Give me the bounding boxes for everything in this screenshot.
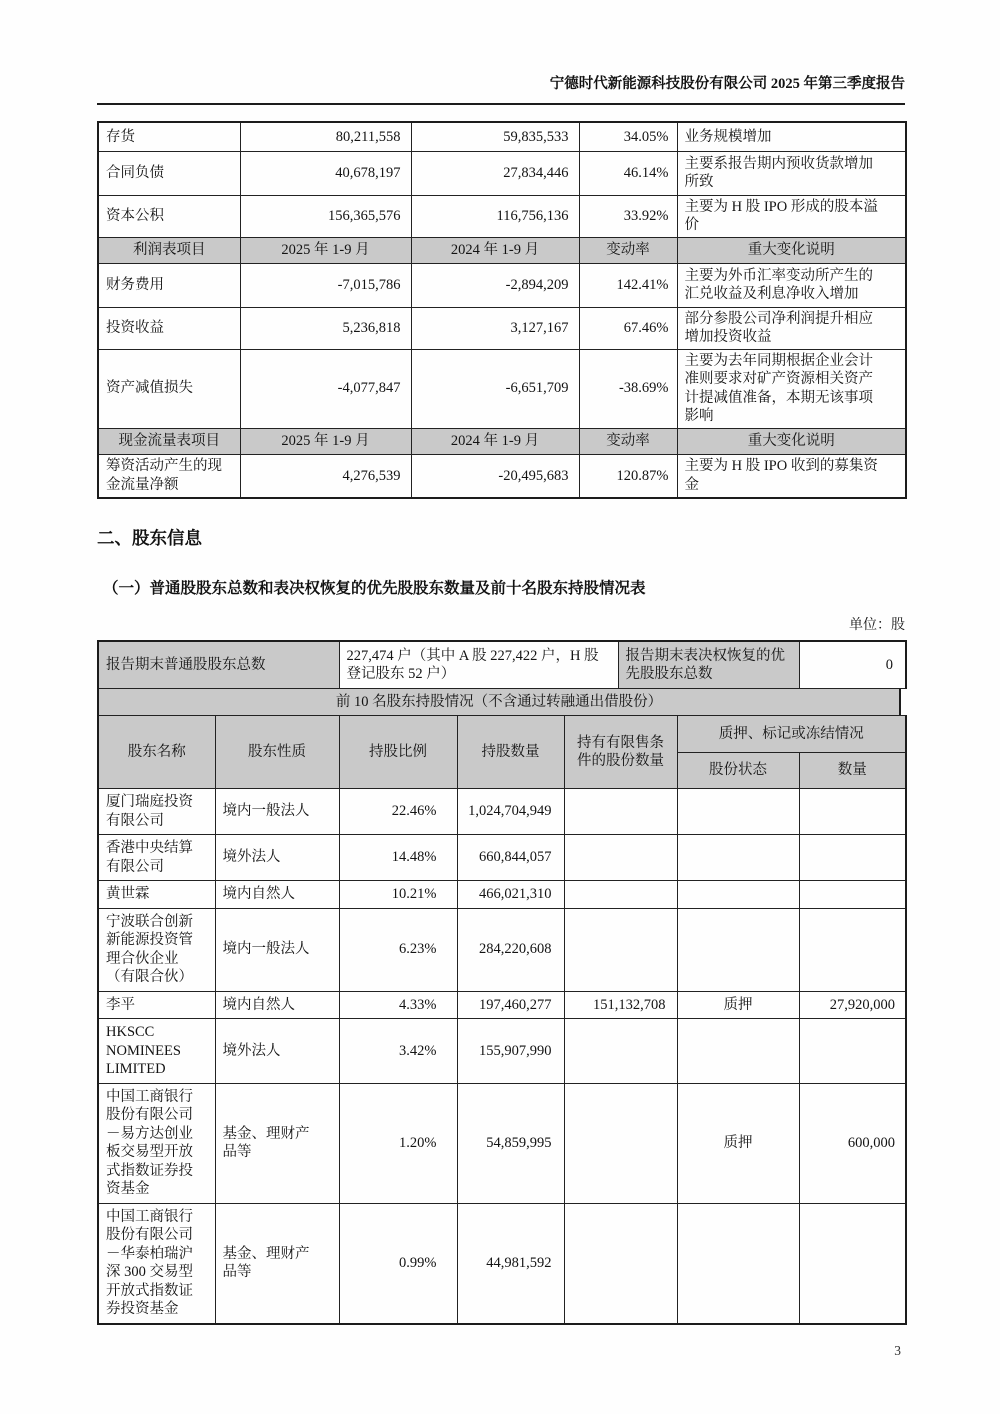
table-row bbox=[98, 641, 906, 689]
cell-nature: 境内自然人 bbox=[215, 881, 339, 909]
cell-status bbox=[677, 1203, 799, 1324]
cell-item: 存货 bbox=[98, 122, 240, 151]
cell-ratio: 22.46% bbox=[339, 789, 457, 835]
header-change: 变动率 bbox=[579, 428, 677, 454]
cell-change: -38.69% bbox=[579, 349, 677, 428]
cell-item: 资本公积 bbox=[98, 195, 240, 237]
cell-change: 120.87% bbox=[579, 454, 677, 498]
header-nature: 股东性质 bbox=[215, 716, 339, 789]
shareholder-row bbox=[98, 789, 906, 835]
shareholder-row bbox=[98, 991, 906, 1019]
header-share-status: 股份状态 bbox=[677, 753, 799, 789]
cell-note: 部分参股公司净利润提升相应增加投资收益 bbox=[677, 307, 906, 349]
cell-item: 筹资活动产生的现金流量净额 bbox=[98, 454, 240, 498]
preferred-shareholders-label: 报告期末表决权恢复的优先股股东总数 bbox=[618, 641, 799, 689]
ordinary-shareholders-value: 227,474 户（其中 A 股 227,422 户，H 股登记股东 52 户） bbox=[339, 641, 618, 689]
cell-nature: 境外法人 bbox=[215, 1019, 339, 1084]
table-row bbox=[98, 307, 906, 349]
cell-amount bbox=[799, 908, 906, 991]
shareholder-row bbox=[98, 908, 906, 991]
cell-status bbox=[677, 789, 799, 835]
table-row bbox=[98, 151, 906, 195]
cell-change: 34.05% bbox=[579, 122, 677, 151]
financial-table bbox=[97, 121, 907, 499]
table-row bbox=[98, 349, 906, 428]
cell-amount bbox=[799, 881, 906, 909]
cell-restricted: 151,132,708 bbox=[564, 991, 677, 1019]
page-number: 3 bbox=[894, 1342, 901, 1358]
cell-2024: -2,894,209 bbox=[411, 263, 579, 307]
header-shares: 持股数量 bbox=[457, 716, 564, 789]
cell-item: 财务费用 bbox=[98, 263, 240, 307]
cell-nature: 基金、理财产品等 bbox=[215, 1203, 339, 1324]
cell-name: 中国工商银行股份有限公司－华泰柏瑞沪深 300 交易型开放式指数证券投资基金 bbox=[98, 1203, 215, 1324]
report-page bbox=[97, 0, 905, 1359]
cell-name: 香港中央结算有限公司 bbox=[98, 835, 215, 881]
cell-nature: 境内自然人 bbox=[215, 991, 339, 1019]
table-row bbox=[98, 195, 906, 237]
preferred-shareholders-value: 0 bbox=[799, 641, 906, 689]
header-2024: 2024 年 1-9 月 bbox=[411, 428, 579, 454]
shareholder-row bbox=[98, 1083, 906, 1203]
shareholder-summary-row bbox=[97, 640, 907, 689]
cell-restricted bbox=[564, 908, 677, 991]
cell-note: 主要为 H 股 IPO 形成的股本溢价 bbox=[677, 195, 906, 237]
cell-status: 质押 bbox=[677, 1083, 799, 1203]
cell-change: 46.14% bbox=[579, 151, 677, 195]
cell-2024: -20,495,683 bbox=[411, 454, 579, 498]
cell-shares: 197,460,277 bbox=[457, 991, 564, 1019]
cell-note: 主要系报告期内预收货款增加所致 bbox=[677, 151, 906, 195]
header-2025: 2025 年 1-9 月 bbox=[240, 428, 411, 454]
cell-change: 142.41% bbox=[579, 263, 677, 307]
header-note: 重大变化说明 bbox=[677, 237, 906, 263]
cell-note: 业务规模增加 bbox=[677, 122, 906, 151]
cell-2024: 116,756,136 bbox=[411, 195, 579, 237]
cell-2025: 80,211,558 bbox=[240, 122, 411, 151]
shareholder-table bbox=[97, 640, 905, 1325]
section-title-shareholder-info: 二、股东信息 bbox=[97, 528, 202, 548]
shareholder-row bbox=[98, 881, 906, 909]
cell-amount bbox=[799, 1019, 906, 1084]
cell-amount bbox=[799, 789, 906, 835]
cell-2025: 40,678,197 bbox=[240, 151, 411, 195]
top10-band-label: 前 10 名股东持股情况（不含通过转融通出借股份） bbox=[97, 689, 901, 715]
cell-item: 资产减值损失 bbox=[98, 349, 240, 428]
cell-ratio: 4.33% bbox=[339, 991, 457, 1019]
column-header-row bbox=[98, 716, 906, 753]
cell-change: 33.92% bbox=[579, 195, 677, 237]
cell-2025: 156,365,576 bbox=[240, 195, 411, 237]
cell-amount bbox=[799, 835, 906, 881]
header-2024: 2024 年 1-9 月 bbox=[411, 237, 579, 263]
report-header-title: 宁德时代新能源科技股份有限公司 2025 年第三季度报告 bbox=[97, 75, 905, 105]
cell-item: 投资收益 bbox=[98, 307, 240, 349]
cell-ratio: 10.21% bbox=[339, 881, 457, 909]
cell-restricted bbox=[564, 881, 677, 909]
cell-2025: 5,236,818 bbox=[240, 307, 411, 349]
header-ratio: 持股比例 bbox=[339, 716, 457, 789]
cell-nature: 境内一般法人 bbox=[215, 789, 339, 835]
cell-change: 67.46% bbox=[579, 307, 677, 349]
cell-restricted bbox=[564, 1083, 677, 1203]
cell-note: 主要为外币汇率变动所产生的汇兑收益及利息净收入增加 bbox=[677, 263, 906, 307]
cashflow-header-row bbox=[98, 428, 906, 454]
unit-label: 单位：股 bbox=[849, 618, 905, 633]
cell-nature: 境外法人 bbox=[215, 835, 339, 881]
header-change: 变动率 bbox=[579, 237, 677, 263]
cell-ratio: 14.48% bbox=[339, 835, 457, 881]
cell-restricted bbox=[564, 1203, 677, 1324]
cell-2024: 3,127,167 bbox=[411, 307, 579, 349]
cell-name: 黄世霖 bbox=[98, 881, 215, 909]
cell-shares: 284,220,608 bbox=[457, 908, 564, 991]
cell-2025: -7,015,786 bbox=[240, 263, 411, 307]
cell-name: 李平 bbox=[98, 991, 215, 1019]
income-statement-header-row bbox=[98, 237, 906, 263]
header-item: 利润表项目 bbox=[98, 237, 240, 263]
cell-2025: 4,276,539 bbox=[240, 454, 411, 498]
cell-amount: 27,920,000 bbox=[799, 991, 906, 1019]
table-row bbox=[98, 122, 906, 151]
cell-nature: 境内一般法人 bbox=[215, 908, 339, 991]
cell-name: 宁波联合创新新能源投资管理合伙企业（有限合伙） bbox=[98, 908, 215, 991]
cell-item: 合同负债 bbox=[98, 151, 240, 195]
cell-status bbox=[677, 908, 799, 991]
cell-note: 主要为去年同期根据企业会计准则要求对矿产资源相关资产计提减值准备，本期无该事项影响 bbox=[677, 349, 906, 428]
section-subtitle-top10-table: （一）普通股股东总数和表决权恢复的优先股股东数量及前十名股东持股情况表 bbox=[103, 580, 646, 597]
cell-ratio: 0.99% bbox=[339, 1203, 457, 1324]
cell-shares: 1,024,704,949 bbox=[457, 789, 564, 835]
cell-status bbox=[677, 1019, 799, 1084]
cell-shares: 155,907,990 bbox=[457, 1019, 564, 1084]
cell-name: HKSCC NOMINEES LIMITED bbox=[98, 1019, 215, 1084]
cell-status: 质押 bbox=[677, 991, 799, 1019]
cell-restricted bbox=[564, 835, 677, 881]
cell-restricted bbox=[564, 789, 677, 835]
ordinary-shareholders-label: 报告期末普通股股东总数 bbox=[98, 641, 339, 689]
cell-amount bbox=[799, 1203, 906, 1324]
header-2025: 2025 年 1-9 月 bbox=[240, 237, 411, 263]
shareholder-row bbox=[98, 1203, 906, 1324]
cell-restricted bbox=[564, 1019, 677, 1084]
cell-status bbox=[677, 835, 799, 881]
cell-note: 主要为 H 股 IPO 收到的募集资金 bbox=[677, 454, 906, 498]
cell-shares: 660,844,057 bbox=[457, 835, 564, 881]
header-item: 现金流量表项目 bbox=[98, 428, 240, 454]
cell-name: 中国工商银行股份有限公司－易方达创业板交易型开放式指数证券投资基金 bbox=[98, 1083, 215, 1203]
header-amount: 数量 bbox=[799, 753, 906, 789]
top10-shareholders-table bbox=[97, 715, 907, 1325]
table-row bbox=[98, 454, 906, 498]
table-row bbox=[98, 263, 906, 307]
cell-2024: 59,835,533 bbox=[411, 122, 579, 151]
cell-ratio: 1.20% bbox=[339, 1083, 457, 1203]
cell-2024: 27,834,446 bbox=[411, 151, 579, 195]
header-pledge-group: 质押、标记或冻结情况 bbox=[677, 716, 906, 753]
shareholder-row bbox=[98, 1019, 906, 1084]
cell-nature: 基金、理财产品等 bbox=[215, 1083, 339, 1203]
shareholder-row bbox=[98, 835, 906, 881]
cell-shares: 44,981,592 bbox=[457, 1203, 564, 1324]
cell-ratio: 6.23% bbox=[339, 908, 457, 991]
cell-shares: 54,859,995 bbox=[457, 1083, 564, 1203]
cell-name: 厦门瑞庭投资有限公司 bbox=[98, 789, 215, 835]
cell-2025: -4,077,847 bbox=[240, 349, 411, 428]
header-name: 股东名称 bbox=[98, 716, 215, 789]
header-note: 重大变化说明 bbox=[677, 428, 906, 454]
header-restricted: 持有有限售条件的股份数量 bbox=[564, 716, 677, 789]
cell-2024: -6,651,709 bbox=[411, 349, 579, 428]
cell-status bbox=[677, 881, 799, 909]
cell-shares: 466,021,310 bbox=[457, 881, 564, 909]
cell-ratio: 3.42% bbox=[339, 1019, 457, 1084]
cell-amount: 600,000 bbox=[799, 1083, 906, 1203]
